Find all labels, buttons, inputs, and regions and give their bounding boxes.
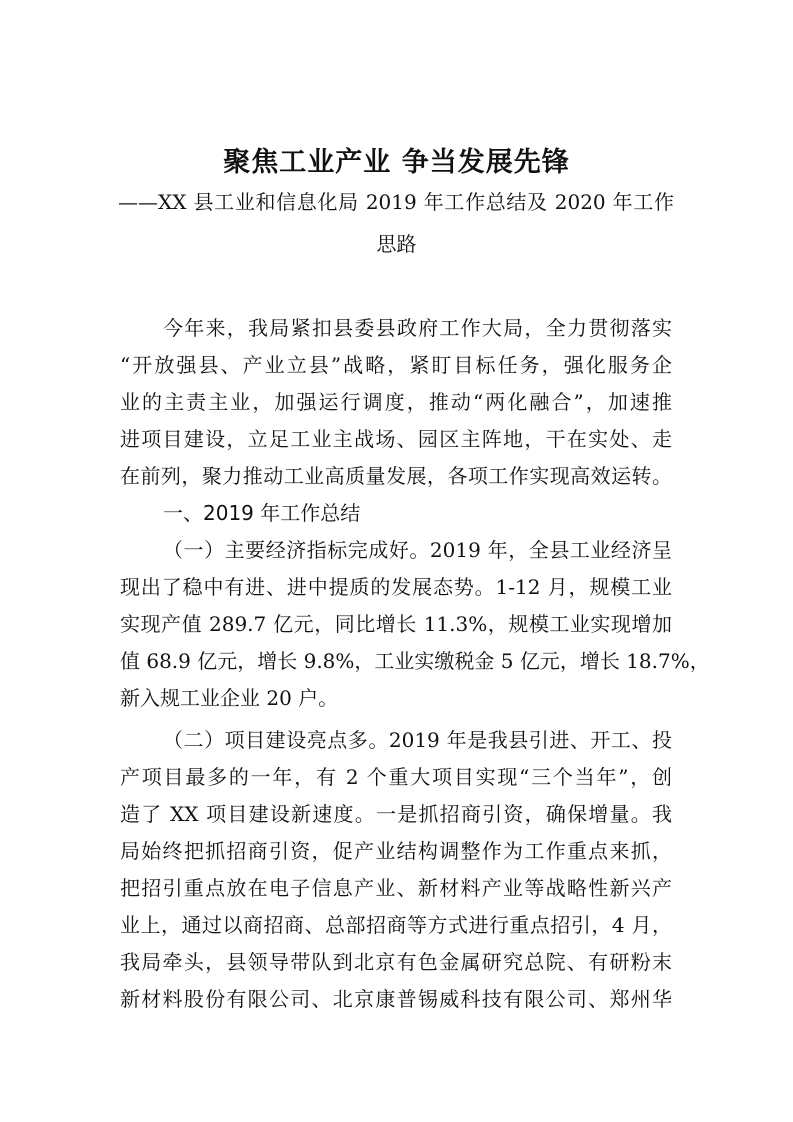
section-heading: 一、2019 年工作总结 xyxy=(163,501,361,525)
document-title: 聚焦工业产业 争当发展先锋 xyxy=(223,147,570,178)
document-subtitle: ——XX 县工业和信息化局 2019 年工作总结及 2020 年工作 xyxy=(118,190,674,214)
intro-line: 在前列，聚力推动工业高质量发展，各项工作实现高效运转。 xyxy=(120,464,672,488)
paragraph-line: 新材料股份有限公司、北京康普锡威科技有限公司、郑州华 xyxy=(120,987,672,1011)
intro-line: 业的主责主业，加强运行调度，推动“两化融合”，加速推 xyxy=(120,390,672,414)
paragraph-line: 局始终把抓招商引资，促产业结构调整作为工作重点来抓， xyxy=(120,839,672,863)
paragraph-line: 业上，通过以商招商、总部招商等方式进行重点招引，4 月， xyxy=(120,913,672,937)
paragraph-line: 我局牵头，县领导带队到北京有色金属研究总院、有研粉末 xyxy=(120,950,672,974)
paragraph-line: 把招引重点放在电子信息产业、新材料产业等战略性新兴产 xyxy=(120,876,672,900)
intro-line: 进项目建设，立足工业主战场、园区主阵地，干在实处、走 xyxy=(120,427,672,451)
paragraph-line: 产项目最多的一年，有 2 个重大项目实现“三个当年”，创 xyxy=(120,765,672,789)
paragraph-line: 值 68.9 亿元，增长 9.8%，工业实缴税金 5 亿元，增长 18.7%， xyxy=(120,649,710,673)
paragraph-line: （二）项目建设亮点多。2019 年是我县引进、开工、投 xyxy=(163,728,672,752)
paragraph-line: 实现产值 289.7 亿元，同比增长 11.3%，规模工业实现增加 xyxy=(120,612,672,636)
paragraph-line: 现出了稳中有进、进中提质的发展态势。1-12 月，规模工业 xyxy=(120,575,672,599)
intro-line: “开放强县、产业立县”战略，紧盯目标任务，强化服务企 xyxy=(120,353,672,377)
paragraph-line: 造了 XX 项目建设新速度。一是抓招商引资，确保增量。我 xyxy=(120,802,672,826)
paragraph-line: （一）主要经济指标完成好。2019 年，全县工业经济呈 xyxy=(163,538,672,562)
intro-line: 今年来，我局紧扣县委县政府工作大局，全力贯彻落实 xyxy=(163,316,672,340)
document-subtitle-continued: 思路 xyxy=(376,232,417,256)
paragraph-line: 新入规工业企业 20 户。 xyxy=(120,686,339,710)
